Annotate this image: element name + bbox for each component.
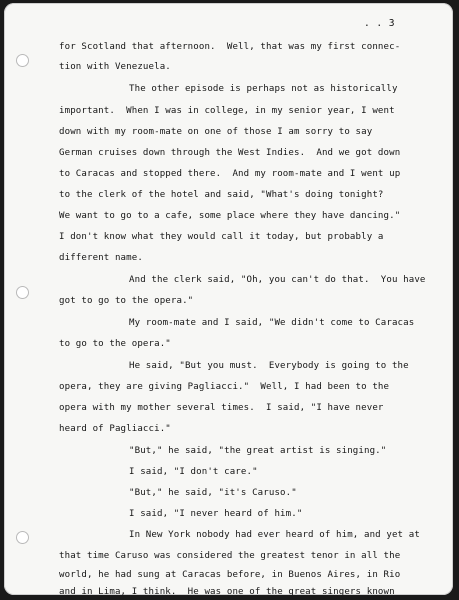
text-line: tion with Venezuela. <box>59 62 171 72</box>
text-line: and in Lima, I think. He was one of the great singers known <box>59 587 395 595</box>
text-line: different name. <box>59 253 143 263</box>
text-line: The other episode is perhaps not as historically <box>129 84 398 94</box>
text-line: In New York nobody had ever heard of him, and yet at <box>129 530 420 540</box>
text-line: got to go to the opera." <box>59 296 194 306</box>
typewritten-page <box>4 3 453 595</box>
text-line: world, he had sung at Caracas before, in Buenos Aires, in Rio <box>59 570 401 580</box>
text-line: "But," he said, "the great artist is singing." <box>129 446 387 456</box>
text-line: down with my room-mate on one of those I am sorry to say <box>59 127 373 137</box>
text-line: I said, "I don't care." <box>129 467 258 477</box>
page-number: . . 3 <box>364 18 395 29</box>
text-line: I don't know what they would call it today, but probably a <box>59 232 384 242</box>
text-line: heard of Pagliacci." <box>59 424 171 434</box>
text-line: that time Caruso was considered the greatest tenor in all the <box>59 551 401 561</box>
text-line: My room-mate and I said, "We didn't come to Caracas <box>129 318 415 328</box>
text-line: for Scotland that afternoon. Well, that was my first connec- <box>59 42 401 52</box>
body-text <box>4 3 453 595</box>
text-line: And the clerk said, "Oh, you can't do that. You have <box>129 275 426 285</box>
text-line: German cruises down through the West Indies. And we got down <box>59 148 401 158</box>
text-line: opera, they are giving Pagliacci." Well, I had been to the <box>59 382 390 392</box>
text-line: opera with my mother several times. I said, "I have never <box>59 403 384 413</box>
text-line: to Caracas and stopped there. And my room-mate and I went up <box>59 169 401 179</box>
text-line: He said, "But you must. Everybody is going to the <box>129 361 409 371</box>
text-line: I said, "I never heard of him." <box>129 509 303 519</box>
text-line: important. When I was in college, in my senior year, I went <box>59 106 395 116</box>
text-line: to the clerk of the hotel and said, "What's doing tonight? <box>59 190 384 200</box>
text-line: to go to the opera." <box>59 339 171 349</box>
text-line: We want to go to a cafe, some place where they have dancing." <box>59 211 401 221</box>
text-line: "But," he said, "it's Caruso." <box>129 488 297 498</box>
